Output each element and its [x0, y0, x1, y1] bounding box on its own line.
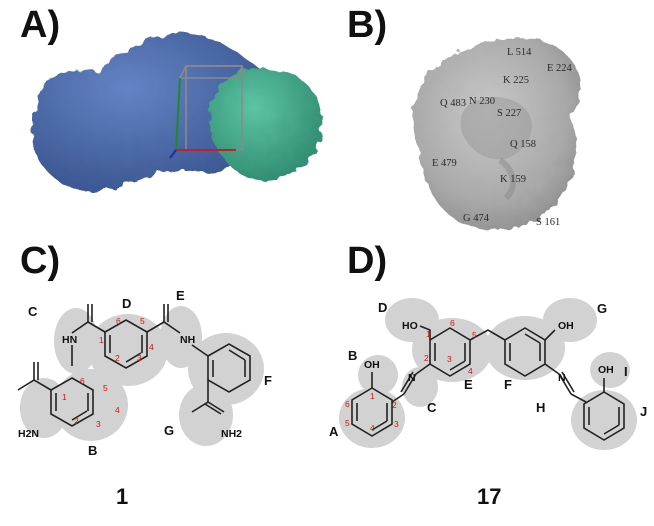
ring-number: 4	[115, 405, 120, 415]
ring-number: 1	[426, 329, 431, 339]
pharmacophore-zones-17	[339, 298, 637, 450]
residue-label: E 479	[432, 158, 457, 169]
group-letter: H	[536, 400, 546, 415]
ring-number: 6	[450, 318, 455, 328]
panel-label-d: D)	[347, 240, 388, 282]
residue-label: S 161	[536, 217, 561, 228]
residue-label: K 159	[500, 174, 526, 185]
protein-complex	[32, 33, 323, 192]
group-letter: D	[378, 300, 388, 315]
group-letter: B	[88, 443, 98, 458]
ring-number: 1	[370, 391, 375, 401]
group-letter: G	[164, 423, 175, 438]
ring-number: 6	[80, 376, 85, 386]
ring-number: 3	[137, 353, 142, 363]
residue-label: S 227	[497, 108, 522, 119]
atom-label: HN	[62, 334, 78, 346]
group-letter: A	[329, 424, 339, 439]
ring-number: 1	[62, 392, 67, 402]
atom-label: OH	[364, 359, 380, 371]
residue-label: G 474	[463, 213, 489, 224]
group-letter: D	[122, 296, 132, 311]
residue-label: K 225	[503, 75, 529, 86]
group-letter: E	[176, 288, 185, 303]
group-letter: F	[504, 377, 512, 392]
ring-number: 6	[116, 316, 121, 326]
compound-1-structure	[18, 288, 272, 509]
group-letter: F	[264, 373, 272, 388]
atom-label: NH2	[221, 428, 243, 440]
ring-number: 4	[370, 423, 375, 433]
ring-number: 5	[345, 418, 350, 428]
group-letter: B	[348, 348, 358, 363]
residue-label: Q 483	[440, 98, 466, 109]
ring-number: 5	[140, 316, 145, 326]
atom-label: H2N	[18, 428, 40, 440]
atom-label: N	[408, 372, 416, 384]
compound-17-structure	[329, 298, 647, 509]
atom-label: HO	[402, 320, 418, 332]
atom-label: NH	[180, 334, 196, 346]
residue-label: Q 158	[510, 139, 536, 150]
panel-label-a: A)	[20, 4, 61, 46]
panel-label-b: B)	[347, 4, 388, 46]
group-letter: I	[624, 364, 628, 379]
pharmacophore-zones	[20, 306, 264, 446]
group-letter: J	[640, 404, 648, 419]
panel-label-c: C)	[20, 240, 61, 282]
compound-1-id: 1	[116, 484, 129, 509]
atom-label: OH	[598, 364, 614, 376]
residue-label: L 514	[507, 47, 532, 58]
group-letter: C	[28, 304, 38, 319]
ring-number: 5	[103, 383, 108, 393]
ring-number: 2	[74, 416, 79, 426]
ring-number: 6	[345, 399, 350, 409]
ring-number: 2	[424, 353, 429, 363]
ring-number: 3	[394, 419, 399, 429]
atom-label: N	[558, 372, 566, 384]
ring-number: 3	[447, 354, 452, 364]
ring-number: 4	[149, 342, 154, 352]
ring-number: 4	[468, 366, 473, 376]
residue-label: N 230	[469, 96, 495, 107]
ring-number: 5	[472, 330, 477, 340]
group-letter: E	[464, 377, 473, 392]
compound-17-id: 17	[477, 484, 502, 509]
ring-number: 2	[392, 400, 397, 410]
atom-label: OH	[558, 320, 574, 332]
residue-label: E 224	[547, 63, 572, 74]
ring-number: 1	[99, 335, 104, 345]
binding-pocket	[412, 38, 581, 229]
ring-number: 3	[96, 419, 101, 429]
group-letter: C	[427, 400, 437, 415]
group-letter: G	[597, 301, 608, 316]
ring-number: 2	[115, 353, 120, 363]
